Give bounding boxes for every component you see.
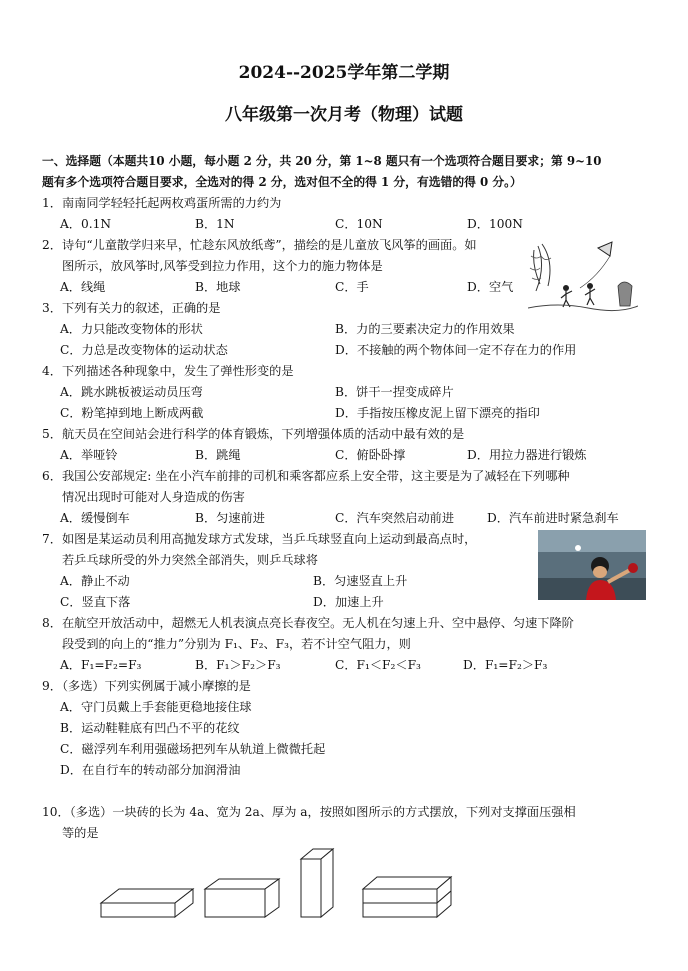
question-6-stem-line2: 情况出现时可能对人身造成的伤害 [62, 490, 245, 504]
question-4-option-d: D．手指按压橡皮泥上留下漂亮的指印 [335, 406, 540, 420]
question-2-stem-line2: 图所示，放风筝时,风筝受到拉力作用，这个力的施力物体是 [62, 259, 383, 273]
section-instructions-line1: 一、选择题（本题共10 小题，每小题 2 分，共 20 分，第 1~8 题只有一个选项符合题目要求；第 9~10 [42, 154, 602, 168]
question-8-stem-line2: 段受到的向上的“推力”分别为 F₁、F₂、F₃，若不计空气阻力，则 [62, 637, 411, 651]
question-5-stem: 5．航天员在空间站会进行科学的体育锻炼，下列增强体质的活动中最有效的是 [42, 427, 465, 441]
question-8-option-b: B．F₁＞F₂＞F₃ [195, 658, 281, 672]
brick-figures [95, 845, 595, 921]
question-2-option-a: A．线绳 [60, 280, 106, 294]
question-7-option-d: D．加速上升 [313, 595, 384, 609]
question-8-option-d: D．F₁=F₂＞F₃ [463, 658, 548, 672]
question-5-option-c: C．俯卧卧撑 [335, 448, 406, 462]
question-1-option-d: D．100N [467, 217, 523, 231]
question-9-option-d: D．在自行车的转动部分加润滑油 [60, 763, 241, 777]
question-7-option-a: A．静止不动 [60, 574, 130, 588]
question-1-option-b: B．1N [195, 217, 235, 231]
question-6-option-d: D．汽车前进时紧急刹车 [487, 511, 619, 525]
question-6-stem-line1: 6．我国公安部规定: 坐在小汽车前排的司机和乘客都应系上安全带，这主要是为了减轻在下列哪种 [42, 469, 570, 483]
question-8-option-c: C．F₁＜F₂＜F₃ [335, 658, 421, 672]
question-8-option-a: A．F₁=F₂=F₃ [60, 658, 142, 672]
question-1-option-a: A．0.1N [60, 217, 112, 231]
question-4-option-c: C．粉笔掉到地上断成两截 [60, 406, 204, 420]
question-7-option-b: B．匀速竖直上升 [313, 574, 408, 588]
question-6-option-a: A．缓慢倒车 [60, 511, 130, 525]
question-5-option-d: D．用拉力器进行锻炼 [467, 448, 587, 462]
table-tennis-photo [538, 530, 646, 600]
question-5-option-b: B．跳绳 [195, 448, 241, 462]
question-3-option-b: B．力的三要素决定力的作用效果 [335, 322, 515, 336]
question-5-option-a: A．举哑铃 [60, 448, 118, 462]
question-2-option-d: D．空气 [467, 280, 514, 294]
question-6-option-c: C．汽车突然启动前进 [335, 511, 455, 525]
section-instructions-line2: 题有多个选项符合题目要求，全选对的得 2 分，选对但不全的得 1 分，有选错的得 0 分。） [42, 175, 522, 189]
question-2-option-c: C．手 [335, 280, 369, 294]
question-7-option-c: C．竖直下落 [60, 595, 131, 609]
question-9-option-a: A．守门员戴上手套能更稳地接住球 [60, 700, 252, 714]
question-4-stem: 4．下列描述各种现象中，发生了弹性形变的是 [42, 364, 294, 378]
question-6-option-b: B．匀速前进 [195, 511, 265, 525]
question-1-stem: 1．南南同学轻轻托起两枚鸡蛋所需的力约为 [42, 196, 282, 210]
kite-illustration [528, 236, 638, 312]
question-4-option-b: B．饼干一捏变成碎片 [335, 385, 454, 399]
question-9-option-b: B．运动鞋鞋底有凹凸不平的花纹 [60, 721, 240, 735]
question-8-stem-line1: 8．在航空开放活动中，超燃无人机表演点亮长春夜空。无人机在匀速上升、空中悬停、匀速下降阶 [42, 616, 574, 630]
question-4-option-a: A．跳水跳板被运动员压弯 [60, 385, 203, 399]
question-3-option-d: D．不接触的两个物体间一定不存在力的作用 [335, 343, 577, 357]
question-3-option-a: A．力只能改变物体的形状 [60, 322, 203, 336]
question-2-stem-line1: 2．诗句“儿童散学归来早，忙趁东风放纸鸢”，描绘的是儿童放飞风筝的画面。如 [42, 238, 477, 252]
exam-title-subject: 八年级第一次月考（物理）试题 [225, 105, 463, 125]
question-1-option-c: C．10N [335, 217, 383, 231]
question-3-option-c: C．力总是改变物体的运动状态 [60, 343, 228, 357]
question-2-option-b: B．地球 [195, 280, 241, 294]
question-3-stem: 3．下列有关力的叙述，正确的是 [42, 301, 221, 315]
question-9-option-c: C．磁浮列车利用强磁场把列车从轨道上微微托起 [60, 742, 326, 756]
exam-title-term: 2024--2025学年第二学期 [238, 63, 450, 83]
question-9-stem: 9．（多选）下列实例属于减小摩擦的是 [42, 679, 251, 693]
question-7-stem-line1: 7．如图是某运动员利用高抛发球方式发球，当乒乓球竖直向上运动到最高点时， [42, 532, 477, 546]
question-10-stem-line2: 等的是 [62, 826, 99, 840]
question-7-stem-line2: 若乒乓球所受的外力突然全部消失，则乒乓球将 [62, 553, 318, 567]
question-10-stem-line1: 10．（多选）一块砖的长为 4a、宽为 2a、厚为 a，按照如图所示的方式摆放，下列对支撑面压强相 [42, 805, 576, 819]
